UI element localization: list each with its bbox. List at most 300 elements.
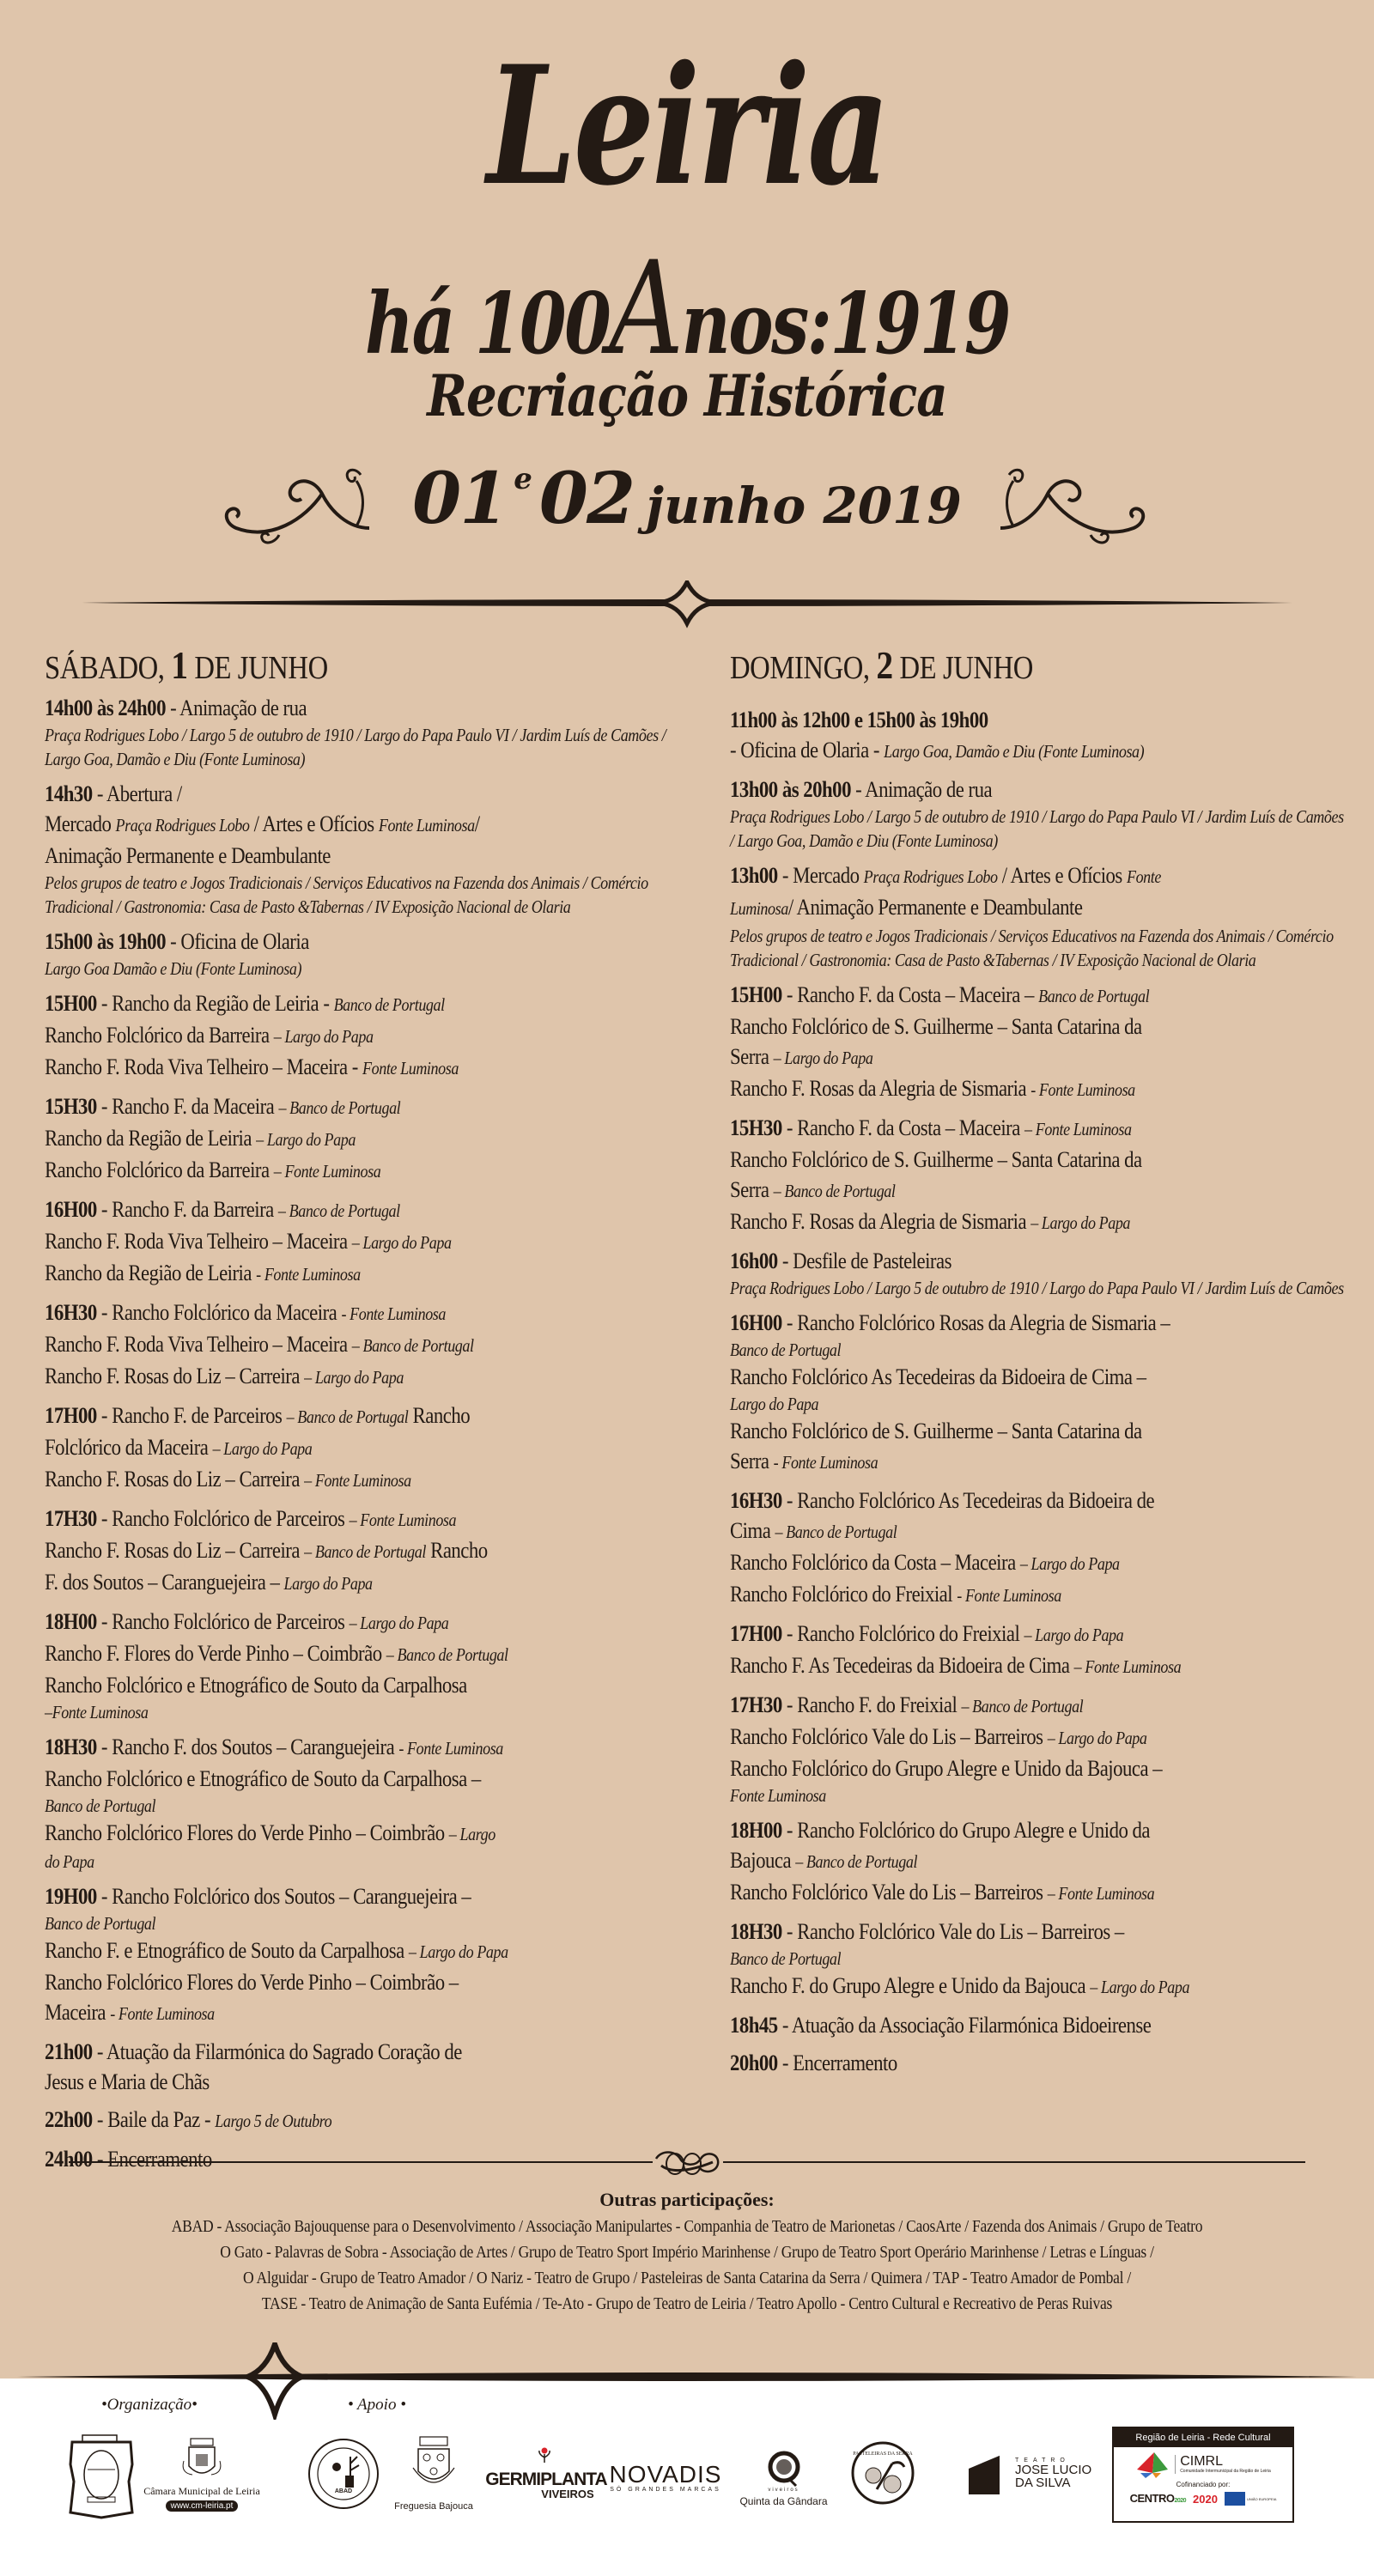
event-location: – Fonte Luminosa (1047, 1883, 1155, 1904)
event-line (45, 1732, 680, 1764)
event-location: - Fonte Luminosa (398, 1738, 503, 1759)
event-location-note (45, 1794, 680, 1818)
event-title: Rancho F. Rosas da Alegria de Sismaria (730, 1075, 1031, 1101)
event-location: – Largo do Papa (304, 1367, 404, 1388)
event-title: Rancho (425, 1537, 488, 1563)
event-time: 13h00 (730, 862, 778, 888)
event-location: – Largo do Papa (273, 1026, 374, 1047)
event-location: – Largo do Papa (349, 1613, 449, 1633)
bajouca-coat-of-arms-icon (408, 2433, 459, 2499)
event-line (45, 1297, 680, 1329)
quinta-q-icon (767, 2450, 801, 2488)
event-time: 18H00 (730, 1817, 782, 1843)
event-title: Rancho F. Rosas da Alegria de Sismaria (730, 1208, 1031, 1234)
event-location-note (45, 957, 680, 981)
rede-cultural-title: Região de Leiria - Rede Cultural (1114, 2428, 1292, 2447)
heading-day: DOMINGO, (730, 650, 870, 686)
event-location-note (730, 1276, 1348, 1300)
event-location: Fonte Luminosa (362, 1058, 459, 1078)
event-title: Rancho Folclórico e Etnográfico de Souto da Carpalhosa – (45, 1765, 481, 1791)
saturday-heading (45, 643, 591, 688)
event-title: Rancho Folclórico da Barreira (45, 1022, 274, 1048)
event-title: / (474, 811, 480, 836)
schedule-event (730, 1917, 1348, 2002)
event-location: - Fonte Luminosa (1030, 1079, 1135, 1100)
leiria-coat-of-arms-icon (180, 2435, 223, 2482)
novadis-tagline: SÓ GRANDES MARCAS (610, 2486, 721, 2493)
title-leiria: Leiria (486, 30, 888, 222)
cimrl-triangle-icon (1135, 2451, 1170, 2478)
event-title: - Rancho Folclórico As Tecedeiras da Bidoeira de (781, 1487, 1155, 1513)
title-ha-100-anos (137, 234, 1237, 384)
event-line (45, 1764, 680, 1794)
event-location: Largo 5 de Outubro (215, 2111, 332, 2131)
event-location: – Banco de Portugal (304, 1541, 426, 1562)
note-text: Banco de Portugal (730, 1340, 842, 1360)
event-title: - Animação de rua (850, 776, 993, 802)
event-title: Serra (730, 1448, 774, 1473)
schedule-event (45, 1400, 680, 1496)
event-line (730, 735, 1348, 767)
event-line (45, 1504, 680, 1535)
event-time: 15H00 (45, 990, 97, 1016)
schedule-event (730, 860, 1348, 972)
event-title: Rancho Folclórico de S. Guilherme – Santa Catarina da (730, 1146, 1142, 1172)
event-title: Rancho da Região de Leiria (45, 1125, 257, 1151)
event-line (45, 1670, 680, 1700)
event-title: Rancho Folclórico da Barreira (45, 1157, 274, 1182)
rede-cultural-box (1112, 2427, 1294, 2523)
freguesia-name: Freguesia Bajouca (394, 2501, 473, 2512)
event-time: 19H00 (45, 1883, 97, 1909)
organizacao-label: •Organização• (101, 2396, 198, 2414)
event-title: - Mercado (777, 862, 864, 888)
cimrl-wordmark: CIMRL (1180, 2454, 1223, 2469)
event-title: - Atuação da Filarmónica do Sagrado Coração de (92, 2038, 462, 2064)
event-time: 18H30 (45, 1734, 97, 1759)
date-conjunction: e (514, 462, 532, 496)
event-line (45, 1020, 680, 1052)
pasteleiras-text: PASTELEIRAS DA SERRA (853, 2451, 913, 2457)
event-title: - Desfile de Pasteleiras (777, 1248, 951, 1273)
afrl-logo (67, 2430, 136, 2520)
event-line (730, 1145, 1348, 1175)
ornamental-divider-icon (82, 580, 1292, 641)
note-text: –Fonte Luminosa (45, 1702, 149, 1722)
event-line (45, 693, 680, 723)
event-location: – Banco de Portugal (351, 1335, 474, 1356)
event-location: – Banco de Portugal (775, 1522, 897, 1542)
event-time: 21h00 (45, 2038, 93, 2064)
event-time: 16H00 (45, 1196, 97, 1222)
event-line (730, 1619, 1348, 1650)
event-location: – Largo do Papa (1030, 1212, 1131, 1233)
event-title: Rancho Folclórico Vale do Lis – Barreiros (730, 1723, 1048, 1749)
event-title: - Rancho F. da Maceira (96, 1093, 279, 1119)
event-title: Maceira (45, 1999, 111, 2025)
portugal-2020-logo: 2020 (1193, 2492, 1218, 2506)
event-time: 18h45 (730, 2012, 778, 2038)
event-location: – Banco de Portugal (773, 1181, 896, 1201)
event-title: Rancho F. Flores do Verde Pinho – Coimbrão (45, 1640, 386, 1666)
other-participants-line: O Alguidar - Grupo de Teatro Amador / O Nariz - Teatro de Grupo / Pasteleiras de Santa Catarina da Serra / Quimera / TAP - Teatro Amador de Pombal / (243, 2269, 1131, 2287)
camara-municipal-leiria-logo (137, 2435, 266, 2512)
schedule-event (45, 927, 680, 981)
other-participants-line: ABAD - Associação Bajouquense para o Desenvolvimento / Associação Manipulartes - Companhia de Teatro de Marionetas / CaosArte / Fazenda dos Animais / Grupo de Teatro (171, 2218, 1203, 2236)
note-text: Banco de Portugal (45, 1913, 156, 1934)
event-title: Serra (730, 1176, 774, 1202)
event-line (45, 1967, 680, 1997)
event-time: 15H30 (730, 1115, 782, 1140)
event-location-note (45, 1911, 680, 1935)
event-line (730, 1308, 1348, 1338)
event-title: Rancho F. Roda Viva Telheiro – Maceira - (45, 1054, 363, 1079)
event-title: Rancho Folclórico da Costa – Maceira (730, 1549, 1020, 1575)
event-title: - Atuação da Associação Filarmónica Bidoeirense (777, 2012, 1152, 2038)
novadis-wordmark: NOVADIS (609, 2460, 722, 2488)
event-title: - Rancho F. da Costa – Maceira – (781, 981, 1039, 1007)
event-line (730, 1815, 1348, 1845)
schedule-event (730, 1308, 1348, 1478)
funding-logos (1114, 2491, 1292, 2506)
event-title: Rancho da Região de Leiria (45, 1260, 257, 1285)
event-title: Cima (730, 1517, 775, 1543)
event-line (45, 1123, 680, 1155)
event-location: - Fonte Luminosa (256, 1264, 361, 1285)
schedule-event (730, 2010, 1348, 2040)
event-location: – Banco de Portugal (386, 1644, 508, 1665)
event-location-note (730, 1947, 1348, 1971)
event-location: - Fonte Luminosa (341, 1303, 446, 1324)
event-location: – Banco de Portugal (277, 1200, 400, 1221)
schedule-event (45, 2037, 680, 2097)
event-line (45, 1535, 680, 1567)
event-time: 14h30 (45, 781, 93, 806)
event-line (45, 988, 680, 1020)
quinta-name: Quinta da Gândara (739, 2494, 828, 2507)
event-title: - Rancho Folclórico do Grupo Alegre e Unido da (781, 1817, 1151, 1843)
event-line (45, 1155, 680, 1187)
event-location-note (45, 1850, 680, 1874)
event-line (45, 1567, 680, 1599)
event-dates (0, 458, 1374, 540)
other-participants-line: O Gato - Palavras de Sobra - Associação de Artes / Grupo de Teatro Sport Império Marinhense / Grupo de Teatro Sport Operário Marinhense / Letras e Línguas / (220, 2244, 1154, 2262)
event-location-note (730, 1338, 1348, 1362)
teatro-name-line2: DA SILVA (1015, 2475, 1071, 2490)
event-title: / Artes e Ofícios (997, 862, 1127, 888)
pasteleiras-da-serra-logo (850, 2440, 915, 2506)
event-title: - Rancho F. do Freixial (781, 1692, 962, 1717)
event-line (45, 1464, 680, 1496)
event-line (730, 1012, 1348, 1042)
schedule-event (730, 705, 1348, 767)
freguesia-bajouca-logo (391, 2433, 477, 2512)
event-line (45, 1361, 680, 1393)
event-location: – Largo do Papa (1024, 1625, 1124, 1645)
note-text: Pelos grupos de teatro e Jogos Tradicionais / Serviços Educativos na Fazenda dos Animais / Comércio Tradicional / Gastronomia: Casa de Pasto &Tabernas / IV Exposição Nacional de Olaria (45, 872, 648, 917)
cml-url: www.cm-leiria.pt (166, 2500, 239, 2512)
schedule-event (730, 2048, 1348, 2078)
footer-divider-icon (0, 2342, 1374, 2420)
event-time: 16h00 (730, 1248, 778, 1273)
schedule-event (45, 1881, 680, 2029)
event-line (45, 1194, 680, 1226)
event-title: - Rancho da Região de Leiria - (96, 990, 334, 1016)
event-location: Banco de Portugal (333, 994, 445, 1015)
event-location: - Fonte Luminosa (110, 2003, 215, 2024)
event-line (730, 1113, 1348, 1145)
note-text: Praça Rodrigues Lobo / Largo 5 de outubro de 1910 / Largo do Papa Paulo VI / Jardim Luís de Camões (730, 1278, 1344, 1298)
teatro-silhouette-icon (969, 2451, 1010, 2494)
event-location: - Fonte Luminosa (773, 1452, 879, 1473)
event-location: – Largo do Papa (351, 1232, 452, 1253)
event-title: Rancho Folclórico do Grupo Alegre e Unido da Bajouca – (730, 1755, 1163, 1781)
event-title: Rancho Folclórico Vale do Lis – Barreiros (730, 1879, 1048, 1905)
event-location: Luminosa (730, 898, 788, 919)
event-location: – Banco de Portugal (961, 1696, 1084, 1716)
cimrl-logo (1114, 2451, 1292, 2478)
cofinanciado-label: Cofinanciado por: (1176, 2481, 1231, 2488)
event-time: 14h00 às 24h00 (45, 695, 166, 720)
schedule-event (730, 1619, 1348, 1682)
event-time: 22h00 (45, 2106, 93, 2132)
event-line (730, 1175, 1348, 1206)
event-location: Praça Rodrigues Lobo (115, 815, 250, 835)
event-line (45, 1935, 680, 1967)
schedule-event (45, 1194, 680, 1290)
event-location: Banco de Portugal (1038, 986, 1150, 1006)
note-text: Banco de Portugal (45, 1795, 156, 1816)
event-title: - Rancho Folclórico da Maceira (96, 1299, 342, 1325)
event-line (730, 1416, 1348, 1446)
event-line (730, 2048, 1348, 2078)
event-title: - Rancho F. de Parceiros (96, 1402, 287, 1428)
title-nos-1919: nos:1919 (681, 275, 1009, 374)
germiplanta-wordmark: GERMIPLANTA (485, 2470, 607, 2489)
event-time: 11h00 às 12h00 e 15h00 às 19h00 (730, 707, 988, 732)
cml-name: Câmara Municipal de Leiria (143, 2485, 260, 2497)
novadis-logo (610, 2456, 721, 2499)
event-title: Rancho Folclórico Flores do Verde Pinho – Coimbrão (45, 1820, 449, 1845)
schedule-event (45, 2105, 680, 2136)
event-title: - Rancho F. da Barreira (96, 1196, 278, 1222)
event-line (45, 1400, 680, 1432)
event-title: Rancho F. Roda Viva Telheiro – Maceira (45, 1331, 352, 1357)
other-participants-title: Outras participações: (599, 2189, 775, 2210)
event-line (45, 2067, 680, 2097)
date-month-year: junho 2019 (646, 477, 962, 535)
event-title: Serra (730, 1043, 774, 1069)
note-text: Largo do Papa (730, 1394, 819, 1414)
event-time: 15H00 (730, 981, 782, 1007)
eu-logo: UNIÃO EUROPEIA (1225, 2492, 1276, 2506)
event-line (45, 841, 680, 871)
schedule-event (45, 988, 680, 1084)
event-line (730, 1579, 1348, 1611)
event-title: / Animação Permanente e Deambulante (787, 894, 1083, 920)
schedule-event (730, 1815, 1348, 1909)
event-title: Rancho F. e Etnográfico de Souto da Carpalhosa (45, 1937, 409, 1963)
note-text: Banco de Portugal (730, 1948, 842, 1969)
event-line (45, 2105, 680, 2136)
event-line (730, 775, 1348, 805)
event-title: Rancho F. Rosas do Liz – Carreira (45, 1466, 305, 1492)
event-line (45, 809, 680, 841)
event-location-note (730, 1392, 1348, 1416)
event-title: - Rancho Folclórico Rosas da Alegria de Sismaria – (781, 1309, 1170, 1335)
schedule-event (730, 1246, 1348, 1300)
event-line (730, 1722, 1348, 1753)
event-time: 17H00 (45, 1402, 97, 1428)
event-line (45, 1052, 680, 1084)
sunday-events (730, 705, 1348, 2078)
event-location-note (45, 871, 680, 919)
heading-day-number: 2 (876, 643, 893, 687)
subtitle: Recriação Histórica (427, 362, 947, 429)
event-line (45, 1881, 680, 1911)
heading-day: SÁBADO, (45, 650, 165, 686)
schedule-event (45, 779, 680, 919)
note-text: Pelos grupos de teatro e Jogos Tradicionais / Serviços Educativos na Fazenda dos Animais / Comércio Tradicional / Gastronomia: Casa de Pasto &Tabernas / IV Exposição Nacional de Olaria (730, 926, 1334, 970)
event-location: – Largo do Papa (1047, 1728, 1147, 1748)
note-text: Praça Rodrigues Lobo / Largo 5 de outubro de 1910 / Largo do Papa Paulo VI / Jardim Luís de Camões / Largo Goa, Damão e Diu (Fonte Luminosa) (730, 806, 1344, 851)
note-text: do Papa (45, 1851, 94, 1872)
saturday-schedule (45, 643, 680, 2182)
event-line (730, 1485, 1348, 1516)
schedule-event (45, 1732, 680, 1874)
event-line (730, 1917, 1348, 1947)
event-location: – Fonte Luminosa (1073, 1656, 1182, 1677)
event-title: - Rancho Folclórico de Parceiros (96, 1608, 350, 1634)
event-line (45, 1607, 680, 1638)
event-line (730, 1246, 1348, 1276)
title-ha-100: há 100 (365, 275, 610, 374)
event-line (730, 1971, 1348, 2002)
event-line (730, 1446, 1348, 1478)
quinta-da-gandara-logo (734, 2444, 833, 2512)
schedule-event (45, 1091, 680, 1187)
event-line (45, 779, 680, 809)
event-line (45, 1226, 680, 1258)
heading-day-number: 1 (171, 643, 188, 687)
event-location: - Fonte Luminosa (957, 1585, 1061, 1606)
svg-text:ABAD: ABAD (334, 2488, 353, 2494)
quinta-sub: viveiros (768, 2487, 799, 2493)
event-title: - Rancho Folclórico dos Soutos – Caranguejeira – (96, 1883, 471, 1909)
schedule-event (730, 1113, 1348, 1238)
saturday-events (45, 693, 680, 2174)
event-title: - Rancho F. da Costa – Maceira (781, 1115, 1025, 1140)
event-title: - Oficina de Olaria - (730, 737, 885, 762)
event-line (730, 1073, 1348, 1105)
centro-2020-logo: CENTRO2020 (1129, 2492, 1187, 2505)
event-line (45, 1638, 680, 1670)
event-line (45, 927, 680, 957)
event-title: Rancho F. Roda Viva Telheiro – Maceira (45, 1228, 352, 1254)
note-text: Fonte Luminosa (730, 1785, 826, 1806)
event-title: - Abertura / (92, 781, 182, 806)
event-line (730, 860, 1348, 892)
event-line (730, 1547, 1348, 1579)
note-text: Praça Rodrigues Lobo / Largo 5 de outubro de 1910 / Largo do Papa Paulo VI / Jardim Luís de Camões / Largo Goa, Damão e Diu (Fonte Luminosa) (45, 725, 666, 769)
event-title: Rancho Folclórico de S. Guilherme – Santa Catarina da (730, 1418, 1142, 1443)
event-location: – Fonte Luminosa (304, 1470, 411, 1491)
event-line (730, 1877, 1348, 1909)
event-location: – Largo do Papa (773, 1048, 873, 1068)
event-title: - Rancho Folclórico do Freixial (781, 1620, 1024, 1646)
event-title: Rancho F. Rosas do Liz – Carreira (45, 1537, 305, 1563)
event-location: Largo do Papa (283, 1573, 373, 1594)
event-location: – Fonte Luminosa (1024, 1119, 1132, 1139)
event-location: – Fonte Luminosa (349, 1510, 457, 1530)
event-time: 20h00 (730, 2050, 778, 2075)
cimrl-subtitle: Comunidade Intermunicipal da Região de Leiria (1180, 2469, 1271, 2474)
event-time: 13h00 às 20h00 (730, 776, 851, 802)
event-time: 18H30 (730, 1918, 782, 1944)
teatro-label: TEATRO (1015, 2457, 1070, 2464)
event-title: Rancho Folclórico do Freixial (730, 1581, 958, 1607)
event-line (730, 1690, 1348, 1722)
event-location: Fonte (1126, 866, 1161, 887)
event-title: Rancho Folclórico Flores do Verde Pinho – Coimbrão – (45, 1969, 459, 1995)
event-title: / Artes e Ofícios (249, 811, 379, 836)
event-title: Mercado (45, 811, 116, 836)
schedule-event (730, 1690, 1348, 1807)
eu-flag-icon (1225, 2492, 1245, 2506)
event-title: - Encerramento (92, 2146, 212, 2172)
event-time: 15h00 às 19h00 (45, 928, 166, 954)
event-title: Bajouca (730, 1847, 796, 1873)
event-location: – Largo do Papa (1090, 1977, 1190, 1997)
event-location: – Banco de Portugal (795, 1851, 918, 1872)
event-title: F. dos Soutos – Caranguejeira – (45, 1569, 284, 1595)
event-time: 17H30 (730, 1692, 782, 1717)
event-line (730, 1206, 1348, 1238)
schedule-event (730, 1485, 1348, 1611)
event-location-note (730, 805, 1348, 853)
pasteleiras-seal-icon (851, 2441, 915, 2505)
event-time: 16H30 (45, 1299, 97, 1325)
event-line (730, 1362, 1348, 1392)
event-line (730, 980, 1348, 1012)
event-line (730, 1845, 1348, 1877)
sprout-icon (536, 2447, 553, 2463)
event-line (45, 1818, 680, 1850)
event-time: 24h00 (45, 2146, 93, 2172)
event-title: Rancho Folclórico e Etnográfico de Souto da Carpalhosa (45, 1672, 467, 1698)
abad-logo (305, 2435, 382, 2512)
event-title: Rancho F. do Grupo Alegre e Unido da Bajouca (730, 1972, 1091, 1998)
flourish-divider-icon (69, 2147, 1305, 2181)
event-line (730, 2010, 1348, 2040)
schedule-event (45, 693, 680, 771)
event-location: – Largo do Papa (256, 1129, 356, 1150)
event-title: Rancho Folclórico de S. Guilherme – Santa Catarina da (730, 1013, 1142, 1039)
apoio-label: • Apoio • (348, 2396, 406, 2414)
event-title: Rancho F. Rosas do Liz – Carreira (45, 1363, 305, 1388)
event-location-note (730, 1783, 1348, 1807)
event-line (730, 1042, 1348, 1073)
event-time: 17H30 (45, 1505, 97, 1531)
event-title: - Encerramento (777, 2050, 897, 2075)
event-line (730, 1650, 1348, 1682)
event-line (730, 892, 1348, 924)
sunday-schedule (730, 643, 1348, 2086)
event-title: Rancho F. As Tecedeiras da Bidoeira de Cima (730, 1652, 1074, 1678)
heading-month: DE JUNHO (194, 650, 328, 686)
event-line (45, 1091, 680, 1123)
event-title: Rancho Folclórico As Tecedeiras da Bidoeira de Cima – (730, 1364, 1146, 1389)
